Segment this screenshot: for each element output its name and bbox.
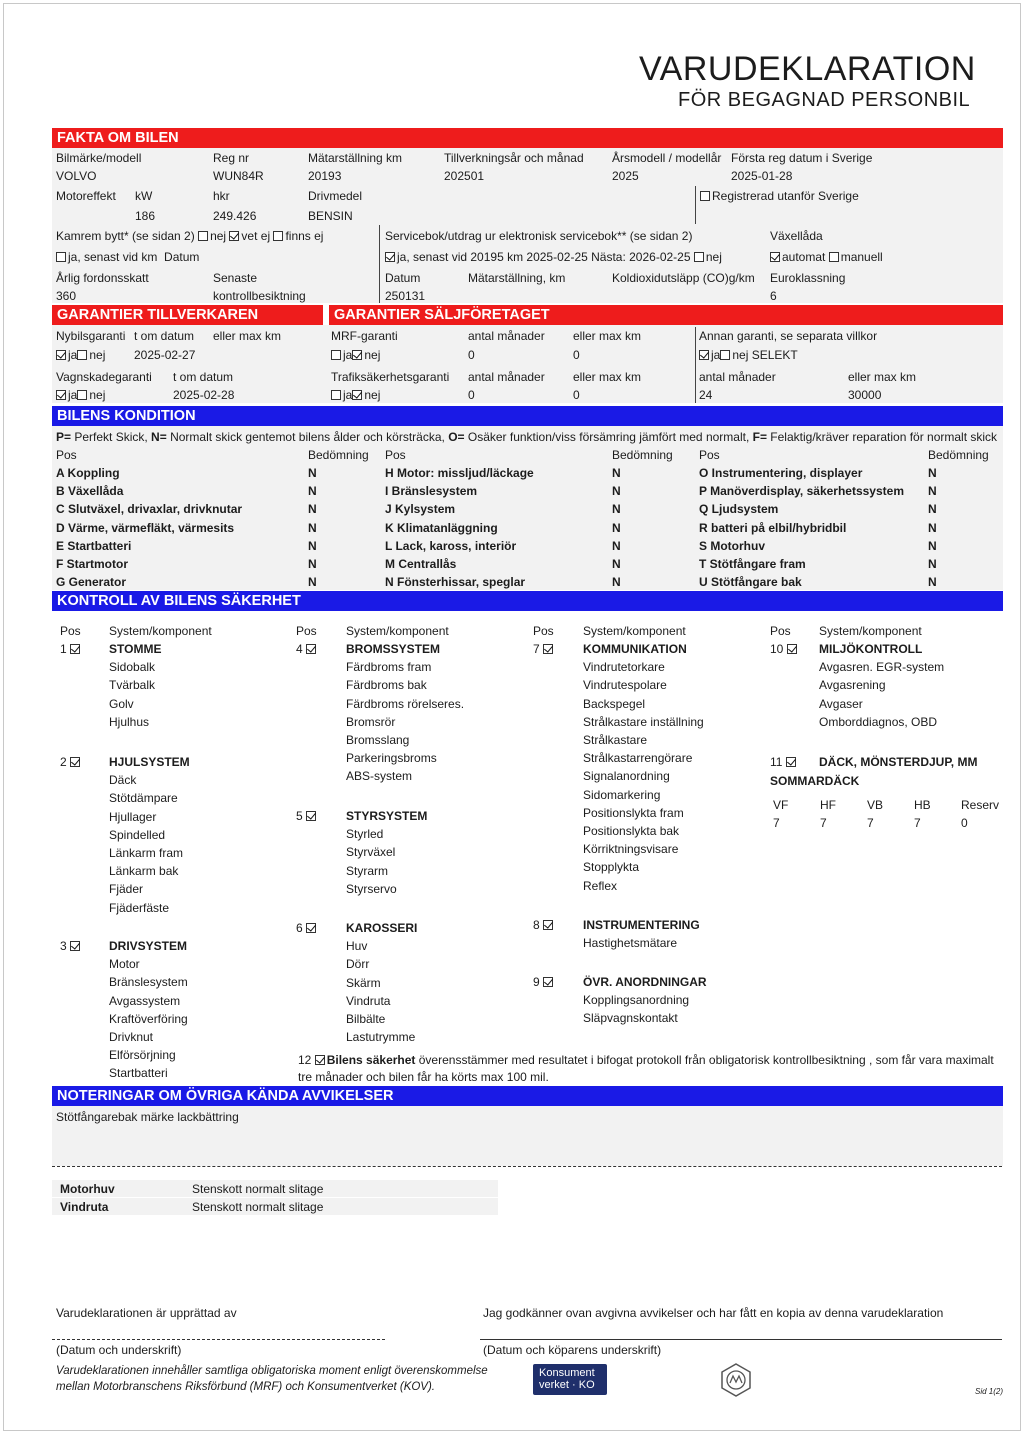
value-firstreg: 2025-01-28 [731, 169, 793, 183]
kondition-item-label: I Bränslesystem [385, 484, 478, 499]
kondition-item-label: H Motor: missljud/läckage [385, 466, 534, 480]
kontroll-item: ABS-system [346, 769, 413, 784]
footer-upprattad: Varudeklarationen är upprättad av [56, 1306, 237, 1320]
garantier-divider [695, 327, 696, 403]
noteringar-text: Stötfångarebak märke lackbättring [56, 1110, 239, 1124]
tyre-header: VB [867, 798, 884, 812]
kondition-item-label: P Manöverdisplay, säkerhetssystem [699, 484, 904, 499]
label-trafik: Trafiksäkerhetsgaranti [331, 370, 450, 384]
vagnskada-options: ja nej [56, 388, 105, 402]
kontroll-item: Stötdämpare [109, 791, 178, 806]
kontroll-item: Vindrutetorkare [583, 660, 665, 675]
tyre-header: Reserv [961, 798, 1000, 812]
section-kondition: BILENS KONDITION [52, 406, 1003, 426]
kontroll-item: Styrarm [346, 863, 388, 878]
value-mrf-km: 0 [573, 348, 580, 362]
fakta-divider-2 [379, 225, 380, 303]
page-subtitle: FÖR BEGAGNAD PERSONBIL [678, 89, 971, 111]
checkbox-icon[interactable] [198, 231, 208, 241]
label-skatt: Årlig fordonsskatt [56, 271, 149, 285]
kondition-item-value: N [308, 502, 317, 517]
nybil-options: ja nej [56, 348, 105, 362]
kondition-item-value: N [928, 520, 937, 535]
checkbox-checked-icon[interactable] [315, 1055, 325, 1065]
kontroll-item: Strålkastarrengörare [583, 751, 693, 766]
kontroll-item: Lastutrymme [346, 1030, 416, 1045]
kontroll-item: Dörr [346, 957, 370, 972]
kontroll-group-title: STOMME [109, 642, 162, 656]
kontroll-pos [770, 755, 798, 769]
kontroll-pos [60, 755, 82, 769]
label-antal2: antal månader [468, 370, 545, 384]
kontroll-pos-number: 4 [296, 642, 303, 656]
kondition-item-label: N Fönsterhissar, speglar [385, 575, 526, 590]
checkbox-icon[interactable] [720, 350, 730, 360]
regabroad-option[interactable]: Registrerad utanför Sverige [700, 189, 859, 203]
kontroll-pos [60, 642, 82, 656]
value-skatt: 360 [56, 289, 77, 303]
trafik-options: ja nej [331, 388, 380, 402]
kondition-header-pos-3: Pos [699, 448, 720, 462]
kontroll-item: Golv [109, 696, 134, 711]
value-an-km: 30000 [848, 388, 882, 402]
value-mileage: 20193 [308, 169, 342, 183]
label-datum2: Datum [385, 271, 421, 285]
kondition-header-bed-1: Bedömning [308, 448, 369, 462]
checkbox-checked-icon[interactable] [229, 231, 239, 241]
kondition-header-bed-2: Bedömning [612, 448, 673, 462]
kontroll-group-title: STYRSYSTEM [346, 809, 428, 823]
checkbox-checked-icon[interactable] [352, 390, 362, 400]
label-antal: antal månader [468, 329, 545, 343]
tyre-value: 0 [961, 816, 968, 830]
notering-value-2: Stenskott normalt slitage [192, 1200, 324, 1214]
value-hkr: 249.426 [213, 209, 257, 223]
signature-label-1: (Datum och underskrift) [56, 1343, 182, 1357]
signature-line-1 [52, 1339, 385, 1340]
fakta-divider [695, 186, 696, 224]
kontroll-item: Elförsörjning [109, 1048, 176, 1063]
kamrem-ja-row: ja, senast vid km Datum [56, 250, 199, 264]
checkbox-checked-icon[interactable] [56, 350, 66, 360]
kondition-item-value: N [308, 466, 317, 480]
value-an-man: 24 [699, 388, 713, 402]
kontroll-pos-number: 1 [60, 642, 67, 656]
kondition-item-value: N [612, 557, 621, 571]
value-reg: WUN84R [213, 169, 264, 183]
kontroll-group-title: MILJÖKONTROLL [819, 642, 923, 656]
kondition-header-pos-2: Pos [385, 448, 406, 462]
kondition-item-label: S Motorhuv [699, 538, 765, 553]
value-fuel: BENSIN [308, 209, 353, 223]
mrf-options: ja nej [331, 348, 380, 362]
kontroll-item: Kraftöverföring [109, 1011, 188, 1026]
checkbox-icon[interactable] [56, 252, 66, 262]
tyre-header: HB [914, 798, 931, 812]
tyre-value: 7 [820, 816, 827, 830]
kontroll-item: Spindelled [109, 827, 166, 842]
label-co2: Koldioxidutsläpp (CO)g/km [612, 271, 755, 285]
label-euro: Euroklassning [770, 271, 846, 285]
tyre-header: HF [820, 798, 836, 812]
kontroll-item: Skärm [346, 975, 381, 990]
kontroll-pos [296, 809, 318, 823]
tyre-season: SOMMARDÄCK [770, 774, 860, 788]
checkbox-checked-icon[interactable] [543, 920, 553, 930]
kontroll-item: Huv [346, 939, 368, 954]
vaxellada-row: automat manuell [770, 250, 883, 264]
kondition-item-value: N [612, 520, 621, 535]
kontroll-item: Hjullager [109, 809, 157, 824]
checkbox-checked-icon[interactable] [306, 923, 316, 933]
kontroll-header-sys-1: System/komponent [109, 624, 212, 638]
checkbox-checked-icon[interactable] [385, 252, 395, 262]
kontroll-pos [296, 642, 318, 656]
checkbox-checked-icon[interactable] [70, 644, 80, 654]
label-reg: Reg nr [213, 151, 250, 165]
section-fakta: FAKTA OM BILEN [52, 128, 1003, 148]
footer-disclaimer-2: mellan Motorbranschens Riksförbund (MRF) och Konsumentverket (KOV). [56, 1381, 436, 1393]
kondition-header-bed-3: Bedömning [928, 448, 989, 462]
kondition-item-label: E Startbatteri [56, 538, 132, 553]
kontroll-item: Bränslesystem [109, 975, 188, 990]
kontroll-item: Strålkastare [583, 733, 648, 747]
checkbox-icon[interactable] [331, 390, 341, 400]
kondition-item-label: G Generator [56, 575, 127, 590]
value-kw: 186 [135, 209, 156, 223]
tyre-value: 7 [773, 816, 780, 830]
kontroll-pos-number: 9 [533, 975, 540, 989]
label-modelyear: Årsmodell / modellår [612, 151, 722, 165]
kontroll-pos [533, 642, 555, 656]
label-tomdatum2: t om datum [173, 370, 234, 384]
mrf-seal-icon [718, 1362, 754, 1398]
kontroll-item: Styrservo [346, 881, 397, 896]
kontroll-item: Bromsrör [346, 714, 396, 729]
label-maxkm4: eller max km [848, 370, 917, 384]
label-senaste: Senaste [213, 271, 258, 285]
value-vagn-date: 2025-02-28 [173, 388, 235, 402]
kontroll-item: Hjulhus [109, 714, 150, 729]
tyre-header: VF [773, 798, 789, 812]
page-number: Sid 1(2) [975, 1387, 1004, 1396]
kondition-item-value: N [928, 466, 937, 480]
service-row: ja, senast vid 20195 km 2025-02-25 Nästa: 2026-02-25 nej [385, 250, 722, 264]
label-maxkm3: eller max km [573, 370, 642, 384]
checkbox-icon[interactable] [77, 390, 87, 400]
kontroll-pos-number: 8 [533, 918, 540, 932]
signature-label-2: (Datum och köparens underskrift) [483, 1343, 662, 1357]
kontroll-header-sys-4: System/komponent [819, 624, 922, 638]
value-datum2: 250131 [385, 289, 426, 303]
label-hkr: hkr [213, 189, 230, 203]
kontroll-item: Vindruta [346, 993, 391, 1008]
kontroll-pos [533, 975, 555, 989]
label-power: Motoreffekt [56, 189, 116, 203]
kontroll-group-title: DÄCK, MÖNSTERDJUP, MM [819, 755, 978, 769]
checkbox-checked-icon[interactable] [352, 350, 362, 360]
kontroll-item: Avgassystem [109, 993, 181, 1008]
section-kontroll: KONTROLL AV BILENS SÄKERHET [52, 591, 1003, 611]
checkbox-icon[interactable] [77, 350, 87, 360]
label-fuel: Drivmedel [308, 189, 363, 203]
kontroll-group-title: BROMSSYSTEM [346, 642, 441, 656]
checkbox-icon[interactable] [331, 350, 341, 360]
kontroll-pos [296, 921, 318, 935]
konsumentverket-logo: Konsument verket · KO [533, 1364, 607, 1395]
kontroll-header-sys-2: System/komponent [346, 624, 449, 638]
kontroll-item: Tvärbalk [109, 678, 156, 693]
kontroll-item: Däck [109, 773, 137, 788]
kondition-item-label: Q Ljudsystem [699, 502, 779, 517]
kontroll-pos-number: 2 [60, 755, 67, 769]
label-manuf: Tillverkningsår och månad [444, 151, 584, 165]
kondition-item-label: M Centrallås [385, 557, 457, 571]
checkbox-icon[interactable] [273, 231, 283, 241]
checkbox-checked-icon[interactable] [787, 644, 797, 654]
checkbox-checked-icon[interactable] [306, 811, 316, 821]
checkbox-checked-icon[interactable] [543, 644, 553, 654]
p12-row: 12 Bilens säkerhet överensstämmer med resultatet i bifogat protokoll från obligatorisk kontrollbesiktning , som får vara maximalt [298, 1053, 994, 1067]
checkbox-checked-icon[interactable] [70, 757, 80, 767]
value-tr-km: 0 [573, 388, 580, 402]
kontroll-header-pos-1: Pos [60, 624, 81, 638]
kontroll-item: Styrväxel [346, 845, 396, 860]
value-nybil-date: 2025-02-27 [134, 348, 196, 362]
checkbox-checked-icon[interactable] [770, 252, 780, 262]
label-kw: kW [135, 189, 153, 203]
kontroll-pos-number: 6 [296, 921, 303, 935]
section-garantier-tillverkaren: GARANTIER TILLVERKAREN [52, 305, 323, 325]
kondition-item-label: R batteri på elbil/hybridbil [699, 520, 847, 535]
kontroll-item: Parkeringsbroms [346, 751, 437, 766]
kondition-item-value: N [612, 538, 621, 553]
kondition-item-label: F Startmotor [56, 557, 128, 571]
kondition-item-value: N [612, 502, 621, 517]
kontroll-item: Färdbroms fram [346, 660, 432, 675]
page-title: VARUDEKLARATION [639, 50, 976, 88]
label-vagnskada: Vagnskadegaranti [56, 370, 152, 384]
value-manuf: 202501 [444, 169, 485, 183]
kondition-item-value: N [928, 538, 937, 553]
p12-row-2: tre månader och bilen får ha körts max 100 mil. [298, 1070, 549, 1084]
kontroll-header-pos-2: Pos [296, 624, 317, 638]
label-matar2: Mätarställning, km [468, 271, 566, 285]
kontroll-item: Bilbälte [346, 1012, 386, 1026]
kondition-header-pos-1: Pos [56, 448, 77, 462]
kontroll-item: Fjäder [109, 882, 144, 897]
kontroll-item: Reflex [583, 878, 618, 893]
kontroll-item: Backspegel [583, 696, 646, 711]
kondition-item-value: N [308, 538, 317, 553]
label-mrf: MRF-garanti [331, 329, 398, 343]
checkbox-checked-icon[interactable] [70, 941, 80, 951]
kontroll-item: Avgaser [819, 696, 863, 711]
label-kontrollbesiktning: kontrollbesiktning [213, 289, 306, 303]
value-mrf-man: 0 [468, 348, 475, 362]
tyre-value: 7 [867, 816, 874, 830]
label-vaxellada: Växellåda [770, 229, 823, 243]
footer-godkanner: Jag godkänner ovan avgivna avvikelser och har fått en kopia av denna varudeklaration [483, 1306, 944, 1320]
kondition-item-value: N [612, 575, 621, 590]
checkbox-checked-icon[interactable] [56, 390, 66, 400]
kontroll-group-title: DRIVSYSTEM [109, 939, 188, 953]
kontroll-item: Positionslykta fram [583, 805, 684, 820]
kontroll-item: Strålkastare inställning [583, 714, 704, 729]
label-maxkm2: eller max km [573, 329, 642, 343]
kontroll-pos-number: 10 [770, 642, 784, 656]
kondition-item-value: N [928, 502, 937, 517]
kontroll-item: Länkarm fram [109, 846, 184, 860]
value-euro: 6 [770, 289, 777, 303]
kondition-item-value: N [928, 557, 937, 571]
checkbox-checked-icon[interactable] [543, 977, 553, 987]
label-tomdatum: t om datum [134, 329, 195, 343]
kontroll-item: Färdbroms rörelseres. [346, 696, 465, 711]
kontroll-header-sys-3: System/komponent [583, 624, 686, 638]
notering-label-2: Vindruta [60, 1200, 109, 1214]
signature-line-2 [480, 1339, 1002, 1340]
label-mileage: Mätarställning km [308, 151, 403, 165]
kondition-item-label: B Växellåda [56, 484, 124, 499]
kontroll-group-title: ÖVR. ANORDNINGAR [583, 975, 707, 989]
kondition-item-value: N [612, 466, 621, 480]
kontroll-item: Bromsslang [346, 733, 410, 747]
checkbox-checked-icon[interactable] [306, 644, 316, 654]
kondition-item-value: N [308, 520, 317, 535]
kontroll-pos-number: 7 [533, 642, 540, 656]
kondition-item-label: U Stötfångare bak [699, 575, 802, 590]
kondition-item-label: A Koppling [56, 466, 120, 480]
kondition-item-label: K Klimatanläggning [385, 520, 498, 535]
kontroll-header-pos-3: Pos [533, 624, 554, 638]
kondition-item-value: N [928, 575, 937, 590]
kontroll-item: Styrled [346, 827, 384, 842]
kontroll-item: Avgasren. EGR-system [819, 660, 945, 675]
kontroll-item: Omborddiagnos, OBD [819, 714, 938, 729]
value-modelyear: 2025 [612, 169, 639, 183]
kondition-item-label: O Instrumentering, displayer [699, 466, 863, 480]
label-firstreg: Första reg datum i Sverige [731, 151, 873, 165]
checkbox-checked-icon[interactable] [786, 757, 796, 767]
kontroll-pos-number: 11 [770, 755, 783, 769]
kontroll-item: Kopplingsanordning [583, 993, 690, 1008]
kamrem-row: Kamrem bytt* (se sidan 2) nej vet ej finns ej [56, 229, 324, 243]
kontroll-header-pos-4: Pos [770, 624, 791, 638]
kontroll-item: Hastighetsmätare [583, 936, 678, 951]
kontroll-group-title: INSTRUMENTERING [583, 918, 700, 932]
kontroll-item: Avgasrening [819, 678, 886, 693]
kontroll-item: Motor [109, 957, 140, 972]
kontroll-group-title: KAROSSERI [346, 921, 418, 935]
annan-options: ja nej SELEKT [699, 348, 798, 362]
checkbox-icon[interactable] [829, 252, 839, 262]
kontroll-group-title: KOMMUNIKATION [583, 642, 687, 656]
kontroll-item: Sidomarkering [583, 787, 661, 802]
footer-disclaimer-1: Varudeklarationen innehåller samtliga obligatoriska moment enligt överenskommelse [56, 1365, 488, 1377]
value-tr-man: 0 [468, 388, 475, 402]
kondition-item-value: N [308, 484, 317, 499]
kondition-item-label: J Kylsystem [385, 502, 456, 517]
label-antal3: antal månader [699, 370, 776, 384]
section-garantier-saljforetaget: GARANTIER SÄLJFÖRETAGET [329, 305, 1003, 325]
kondition-item-value: N [308, 557, 317, 571]
kontroll-item: Fjäderfäste [109, 900, 170, 915]
label-maxkm: eller max km [213, 329, 282, 343]
kontroll-item: Vindrutespolare [583, 678, 667, 693]
kondition-item-label: T Stötfångare fram [699, 557, 806, 571]
kontroll-group-title: HJULSYSTEM [109, 755, 190, 769]
kontroll-item: Färdbroms bak [346, 678, 427, 693]
checkbox-icon[interactable] [700, 191, 710, 201]
label-servicebok: Servicebok/utdrag ur elektronisk servicebok** (se sidan 2) [385, 229, 693, 243]
kontroll-pos-number: 5 [296, 809, 303, 823]
kontroll-item: Släpvagnskontakt [583, 1011, 678, 1026]
kontroll-item: Sidobalk [109, 660, 156, 675]
kontroll-pos [533, 918, 555, 932]
kontroll-item: Positionslykta bak [583, 824, 680, 838]
notering-value-1: Stenskott normalt slitage [192, 1182, 324, 1196]
kondition-item-value: N [928, 484, 937, 499]
kontroll-pos [770, 642, 799, 656]
kontroll-item: Drivknut [109, 1030, 154, 1044]
label-brand: Bilmärke/modell [56, 151, 142, 165]
section-noteringar: NOTERINGAR OM ÖVRIGA KÄNDA AVVIKELSER [52, 1086, 1003, 1106]
checkbox-icon[interactable] [694, 252, 704, 262]
kondition-item-label: L Lack, kaross, interiör [385, 538, 517, 553]
noteringar-line [52, 1166, 1002, 1167]
kondition-item-label: D Värme, värmefläkt, värmesits [56, 520, 235, 535]
kontroll-item: Startbatteri [109, 1066, 168, 1081]
kontroll-item: Körriktningsvisare [583, 842, 679, 857]
value-brand: VOLVO [56, 169, 97, 183]
label-annan: Annan garanti, se separata villkor [699, 329, 878, 343]
kontroll-item: Länkarm bak [109, 864, 179, 879]
kontroll-item: Stopplykta [583, 860, 640, 875]
kontroll-pos [60, 939, 82, 953]
kondition-item-label: C Slutväxel, drivaxlar, drivknutar [56, 502, 243, 517]
label-nybil: Nybilsgaranti [56, 329, 126, 343]
kondition-item-value: N [308, 575, 317, 590]
kontroll-pos-number: 3 [60, 939, 67, 953]
checkbox-checked-icon[interactable] [699, 350, 709, 360]
notering-label-1: Motorhuv [60, 1182, 115, 1196]
kondition-legend: P= Perfekt Skick, N= Normalt skick gentemot bilens ålder och körsträcka, O= Osäker funktion/viss försämring jämfört med normalt, F= Felaktig/kräver reparation för normalt skick [56, 430, 998, 444]
tyre-value: 7 [914, 816, 921, 830]
kondition-item-value: N [612, 484, 621, 499]
kontroll-item: Signalanordning [583, 769, 670, 784]
